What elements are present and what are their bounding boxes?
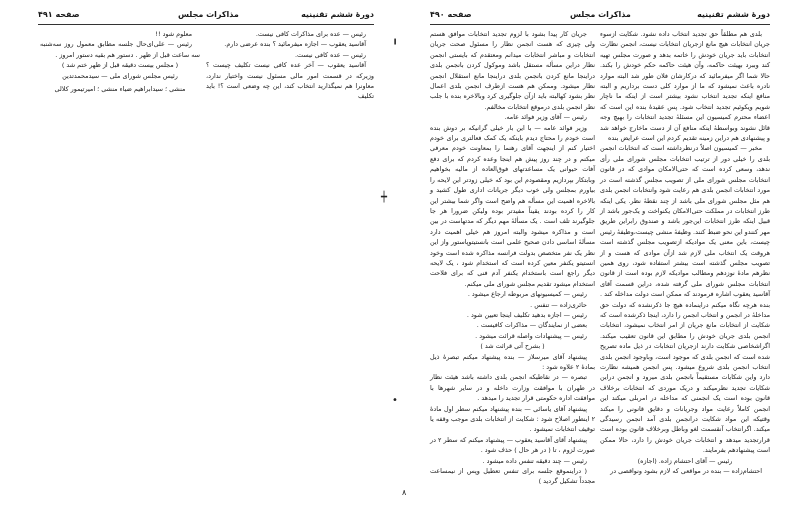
signature-president: رئیس مجلس شورای ملی — سیدمحمدتدین xyxy=(62,71,178,80)
paragraph: آقاسید یعقوب — اجازه میفرمائید ؟ بنده عرضی دارم. xyxy=(224,40,366,49)
left-page-right-column xyxy=(206,29,374,102)
right-page-left-column xyxy=(430,29,595,487)
paragraph: رئیس — چند دقیقه تنفس داده میشود . xyxy=(482,456,587,465)
paragraph: ( دراینموقع جلسه برای تنفس تعطیل وپس از نیمساعت مجدداً تشکیل گردید ) xyxy=(430,467,595,486)
paragraph: رئیس — اجازه بدهید تکلیف اینجا تعیین شود . xyxy=(466,310,587,319)
paragraph: مخبر — کمیسیون اصلاً درنظرداشته است که انتخابات انجمن بلدی را خیلی دور از ترتیب انتخابات مجلس شورای ملی رأی ندهد، وسعی کرده است که حتی‌الامکان موادی که در قانون انتخابات مجلس شورای ملی از تصویب مجلس گذشته است در مورد انتخابات انجمن بلدی هم رعایت شود وانتخابات انجمن بلدی هم مثل مجلس شورای ملی باشد از چند نقطهٔ نظر. یکی اینکه طرز انتخابات در مملکت حتی‌الامکان یکنواخت و یک‌جور باشد از قبیل اینکه طرز انتخابات این‌جور باشد و صندوق رابراین طریق مهر کنندو این نحو ضبط کنند. وظیفهٔ منشی چیست،وظیفهٔ رئیس چیست، باین معنی یک موادیکه ازتصویب مجلس گذشته است هروقت یک انتخاب ملی لازم شد ازآن موادی که هست و از تصویب مجلس گذشته است بیشتر استفاده شود، روی همین نظرهم مادهٔ نوزدهم ومطالب موادیکه لازم بوده است از قانون انتخابات مجلس شورای ملی گرفته شده، دراین قسمت آقای آقاسید یعقوب اشاره فرمودند که ممکن است دولت مداخله کند . بنده هرچه نگاه میکنم دراینماده هیچ جا ذکرنشده که دولت حق مداخلهٔ در انجمن و انتخاب انجمن را دارد، اینجا ذکرشده است که شکایت از انتخابات مانع جریان از امر انتخاب نمیشود، انتخابات انجمن بلدی جریان خودش را مطابق این قانون تعقیب میکند. اگراشخاصی شکایت دارند ازجریان انتخابات در ذیل ماده تصریح شده است که انجمن بلدی که موجود است، وباوجود انجمن بلدی انتخاب انجمن بلدی شروع میشود. پس انجمن همیشه نظارت دارد واین شکایات مستقیماً بانجمن بلدی میرود و انجمن دراین شکایات تجدید نظرمیکند و دریک موردی که انتخابات برخلاف قانون بوده است یک انجمنی که مداخله در امربلی میکند این انجمن کاملاً رعایت مواد وجریانات و دقایق قانونی را میکند وقتیکه این مواد شکایت درانجمن بلدی آمد انجمن رسیدگی میکند. اگرانتخاب آنقسمت لغو وباطل وبرخلاف قانون بوده است قرارتجدید میدهد و انتخابات جریان خودش را دارد، حالا ممکن است پیشنهادهم بفرمایند. xyxy=(600,144,770,455)
paragraph: رئیس — علی‌ای‌حال جلسه مطابق معمول روز سه‌شنبه سه ساعت قبل از ظهر . دستور هم بقیه دستور امروز . xyxy=(40,40,200,59)
paragraph: ( مجلس بیست دقیقه قبل از ظهر ختم شد ) xyxy=(61,61,179,70)
registration-mark: • xyxy=(392,395,398,406)
paragraph: پیشنهاد آقای یاسائی — بنده پیشنهاد میکنم سطر اول مادهٔ ۲ اینطور اصلاح شود : شکایت از انتخابات بلدی موجب وقفه یا توقیف انتخابات نمیشود . xyxy=(430,404,595,434)
paragraph: رئیس — پیشنهادات واصله قرائت میشود . xyxy=(475,331,587,340)
header-rule xyxy=(38,24,374,25)
paragraph: ( بشرح آتی قرائت شد ) xyxy=(480,342,545,351)
paragraph: بعضی از نمایندگان — مذاکرات کافیست . xyxy=(476,321,587,330)
running-title: مذاکرات مجلس xyxy=(570,10,631,19)
footer-number: ۸ xyxy=(402,488,407,497)
right-page xyxy=(400,0,800,524)
header-rule xyxy=(430,24,770,25)
paragraph: پیشنهاد آقای آقاسید یعقوب — پیشنهاد میکنم که سطر ۲ در صورت لزوم ، تا ( در هر حال ) حذف شود . xyxy=(430,435,595,455)
paragraph: معلوم شود !! xyxy=(155,30,192,38)
page-number: صفحه ۴۹۱ xyxy=(38,10,80,19)
paragraph: بلدی هم مطلقاً حق تجدید انتخاب داده نشود. شکایت ازسوء جریان انتخابات هیچ مانع ازجریان انتخابات نیست، انجمن نظارت انتخابات باید جریان خودش را خاتمه بدهد و صورت مجلس تهیه کند وببرد بهیئت حاکمه، وآن هیئت حاکمه حکم خودش را بکند. حالا شما اگر میفرمائید که درکارشان فلان طور شد البته موارد نادره باعث نمیشود که ما از موارد کلی دست برداریم و البته منافع اینکه تجدید انتخاب نشود بیشتر است از اینکه ما ناچار شویم ویکوئیم تجدید انتخاب شود. پس عقیدهٔ بنده این است که اعضاء محترم کمیسیون این مسئلهٔ تجدید انتخابات را بهیچ وجه قائل نشوند وبواسطهٔ اینکه منافع آن از دست ماخارج خواهد شد و پیشنهادی هم دراین زمینه تقدیم کردم این است عرایض بنده xyxy=(600,30,770,143)
paragraph: احتشام‌زاده — بنده در مواقعی که لازم بشود ونواقصی در xyxy=(610,467,762,476)
paragraph: رئیس — عده کافی نیست. xyxy=(294,50,366,59)
session-title: دورۀ ششم تقنینیه xyxy=(697,10,770,19)
paragraph: رئیس — عده برای مذاکرات کافی نیست. xyxy=(255,30,366,38)
paragraph: رئیس — آقای احتشام زاده. (اجازه) xyxy=(637,456,733,465)
session-title: دورۀ ششم تقنینیه xyxy=(301,10,374,19)
paragraph: آقاسید یعقوب — آخر عده کافی نیست تکلیف چیست ؟ وزیرکه در قسمت امور مالی مسئول نیست واختیار ندارد، معاونرا هم نمیگذارید انتخاب کند، این چه وضعی است ؟! باید تکلیف xyxy=(206,61,374,101)
left-page-header xyxy=(38,10,374,24)
signature-secretaries: منشی ؛ سیدابراهیم ضیاء منشی ؛ امیرتیمور کلالی xyxy=(54,85,186,94)
running-title: مذاکرات مجلس xyxy=(178,10,239,19)
right-page-header xyxy=(430,10,770,24)
paragraph: حائری‌زاده — تنفس . xyxy=(530,300,587,309)
paragraph: وزیر فوائد عامه — با این بار خیلی گرانیکه بر دوش بنده است خودم را محتاج دیدم باینکه یک کمک فعالتری برای خودم اختیار کنم از اینجهت آقای رهنما را بمعاونت خودم معرفی میکنم و در چند روز پیش هم اینجا وعده کردم که برای دفع آفات حیوانی یک مساعدتهای فوق‌العاده از مالیه بخواهیم وبابتکار بپردازیم ومقصودم این بود که خیلی زودتر این لایحه را بیاورم بمجلس ولی خوب دیگر جریانات اداری طول کشید و بالاخره اهمیت این مسأله هم واضح است واگر شما بیشتر این کار را کرده بودند یقیناً مفیدتر بوده ولیکن ضرورا هر جا جلوگیرند تلف است . یک مسألهٔ مهم دیگر که مدتهاست در بین است و مذاکره میشود والبته امروز هم خیلی اهمیت دارد مسألهٔ اساسی دادن صحیح علمی است بانستیتوپاستور واز این نظر یک نفر متخصص بدولت فرانسه مذاکره شده است وخود انستیتو یکنفر معین کرده است که استخدام شود ، یک لایحه دیگر راجع است باستخدام یکنفر آدم فنی که برای فلاحت استخدام میشود تقدیم مجلس شورای ملی میکنم. xyxy=(430,123,595,288)
paragraph: جریان کار پیدا بشود با لزوم تجدید انتخابات موافق هستم ولی چیزی که هست انجمن نظار را مسئول صحت جریان انتخابات و مباشر انتخابات میدانم ومعتقدم که بایستی انجمن نظار دراین مسأله مستقل باشد وموکول کردن بانجمن بلدی دراینجا مانع کردن بانجمن بلدی دراینجا مانع استقلال انجمن نظار میشود. وممکن هم هست ازطرف انجمن بلدی اعمال نظر بشود کهالبته باید ازآن جلوگیری کرد وبالاخره بنده با جلب نظر انجمن بلدی درموقع انتخابات مخالفم. xyxy=(430,30,595,111)
right-page-right-column xyxy=(600,29,770,476)
paragraph: تبصره — در نقاطیکه انجمن بلدی داشته باشد هیئت نظار در طهران با موافقت وزارت داخله و در سایر شهرها با موافقت اداره حکومتی قرار تجدید را میدهد . xyxy=(430,373,595,403)
paragraph: رئیس — کمیسیونهای مربوطه ارجاع میشود . xyxy=(467,290,587,299)
left-page-left-column xyxy=(40,29,200,94)
page-number: صفحه ۴۹۰ xyxy=(430,10,472,19)
paragraph: پیشنهاد آقای میرسلاز — بنده پیشنهاد میکنم تبصرهٔ ذیل بمادهٔ ۲ علاوه شود : xyxy=(430,352,595,371)
registration-mark: ╻ xyxy=(392,34,399,45)
registration-mark: ┿ xyxy=(381,192,388,203)
paragraph: رئیس — آقای وزیر فوائد عامه. xyxy=(504,113,587,122)
